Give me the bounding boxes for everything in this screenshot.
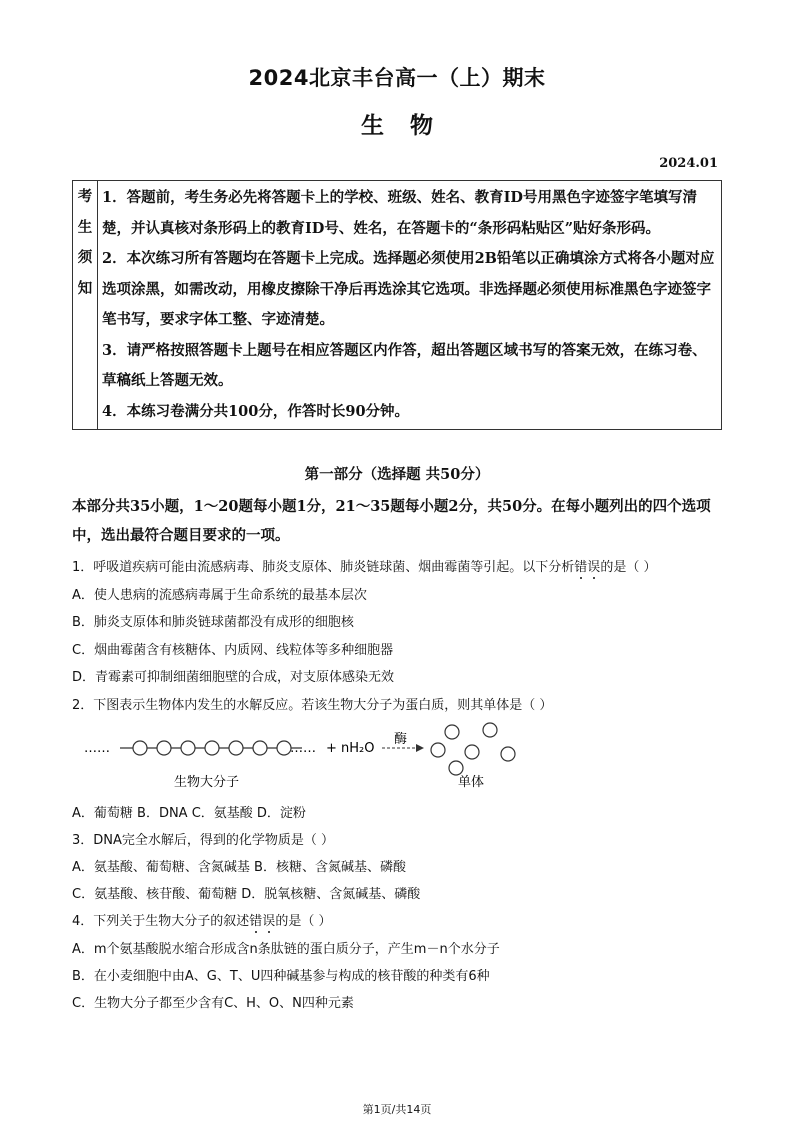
hydrolysis-diagram: [78, 720, 538, 795]
q1-stem: [72, 556, 656, 575]
diagram-dots-mid: ……: [290, 741, 316, 756]
free-monomer-circle: [465, 745, 479, 759]
enzyme-label: 酶: [394, 732, 408, 747]
monomer-label: 单体: [458, 775, 485, 790]
macromolecule-chain: [120, 741, 302, 755]
q3-options-row2: C．氨基酸、核苷酸、葡萄糖 D．脱氧核糖、含氮碱基、磷酸: [72, 887, 421, 902]
notice-side-char: 知: [77, 279, 93, 297]
free-monomer-circle: [483, 723, 497, 737]
diagram-dots-left: ……: [84, 741, 110, 756]
q1-option-a: A．使人患病的流感病毒属于生命系统的最基本层次: [72, 588, 367, 603]
chain-monomer-circle: [253, 741, 267, 755]
section-intro: [72, 492, 724, 550]
q4-option-b: B．在小麦细胞中由A、G、T、U四种碱基参与构成的核苷酸的种类有6种: [72, 969, 490, 984]
q1-stem-emphasis: 误: [587, 560, 601, 575]
q1-stem-text: 1．呼吸道疾病可能由流感病毒、肺炎支原体、肺炎链球菌、烟曲霉菌等引起。以下分析: [72, 560, 575, 575]
free-monomer-circle: [431, 743, 445, 757]
q3-options-row1: A．氨基酸、葡萄糖、含氮碱基 B．核糖、含氮碱基、磷酸: [72, 860, 406, 875]
notice-side-char: 须: [77, 249, 93, 266]
page-footer: 第1页/共14页: [362, 1103, 432, 1116]
notice-side-char: 生: [77, 218, 93, 236]
q4-stem-emphasis: 错: [249, 914, 263, 929]
reaction-arrow-head: [416, 744, 424, 752]
notice-table: [72, 180, 722, 430]
chain-monomer-circle: [133, 741, 147, 755]
notice-body: [98, 181, 722, 430]
free-monomer-circle: [501, 747, 515, 761]
q2-stem: 2．下图表示生物体内发生的水解反应。若该生物大分子为蛋白质，则其单体是（ ）: [72, 698, 553, 713]
q4-option-c: C．生物大分子都至少含有C、H、O、N四种元素: [72, 996, 354, 1011]
q4-option-a: A．m个氨基酸脱水缩合形成含n条肽链的蛋白质分子，产生m－n个水分子: [72, 942, 500, 957]
chain-monomer-circle: [205, 741, 219, 755]
notice-side-char: 考: [77, 188, 93, 205]
q4-stem: [72, 910, 331, 929]
exam-title: 2024北京丰台高一（上）期末: [248, 66, 546, 90]
q4-stem-tail: 的是（ ）: [275, 914, 332, 929]
notice-side-label: [73, 181, 98, 430]
water-label: + nH₂O: [326, 741, 375, 756]
chain-monomer-circle: [181, 741, 195, 755]
q4-stem-text: 4．下列关于生物大分子的叙述: [72, 914, 250, 929]
chain-monomer-circle: [157, 741, 171, 755]
q1-option-d: D．青霉素可抑制细菌细胞壁的合成，对支原体感染无效: [72, 670, 395, 685]
free-monomer-circle: [445, 725, 459, 739]
chain-monomer-circle: [229, 741, 243, 755]
free-monomer-circle: [449, 761, 463, 775]
notice-item: 4．本练习卷满分共100分，作答时长90分钟。: [102, 402, 410, 420]
exam-date: 2024.01: [659, 156, 718, 171]
section-title: 第一部分（选择题 共50分）: [304, 466, 490, 483]
notice-item: 1．答题前，考生务必先将答题卡上的学校、班级、姓名、教育ID号用黑色字迹签字笔填写清楚，并认真核对条形码上的教育ID号、姓名，在答题卡的“条形码粘贴区”贴好条形码。: [102, 189, 697, 237]
subject-title: 生物: [361, 113, 459, 139]
q2-options: A．葡萄糖 B．DNA C．氨基酸 D．淀粉: [72, 806, 306, 821]
q4-stem-emphasis: 误: [262, 914, 276, 929]
notice-item: 2．本次练习所有答题均在答题卡上完成。选择题必须使用2B铅笔以正确填涂方式将各小题对应选项涂黑，如需改动，用橡皮擦除干净后再选涂其它选项。非选择题必须使用标准黑色字迹签字笔书写，要求字体工整、字迹清楚。: [102, 250, 715, 328]
q1-option-c: C．烟曲霉菌含有核糖体、内质网、线粒体等多种细胞器: [72, 643, 394, 658]
q1-stem-emphasis: 错: [574, 560, 588, 575]
q1-option-b: B．肺炎支原体和肺炎链球菌都没有成形的细胞核: [72, 615, 354, 630]
monomer-group: [431, 723, 515, 775]
notice-item: 3．请严格按照答题卡上题号在相应答题区内作答，超出答题区域书写的答案无效，在练习卷、草稿纸上答题无效。: [102, 341, 707, 389]
macromolecule-label: 生物大分子: [174, 775, 240, 790]
section-intro-text: 本部分共35小题，1～20题每小题1分，21～35题每小题2分，共50分。在每小题列出的四个选项中，选出最符合题目要求的一项。: [72, 498, 711, 544]
q1-stem-tail: 的是（ ）: [600, 560, 657, 575]
q3-stem: 3．DNA完全水解后，得到的化学物质是（ ）: [72, 833, 335, 848]
chain-monomer-circle: [277, 741, 291, 755]
